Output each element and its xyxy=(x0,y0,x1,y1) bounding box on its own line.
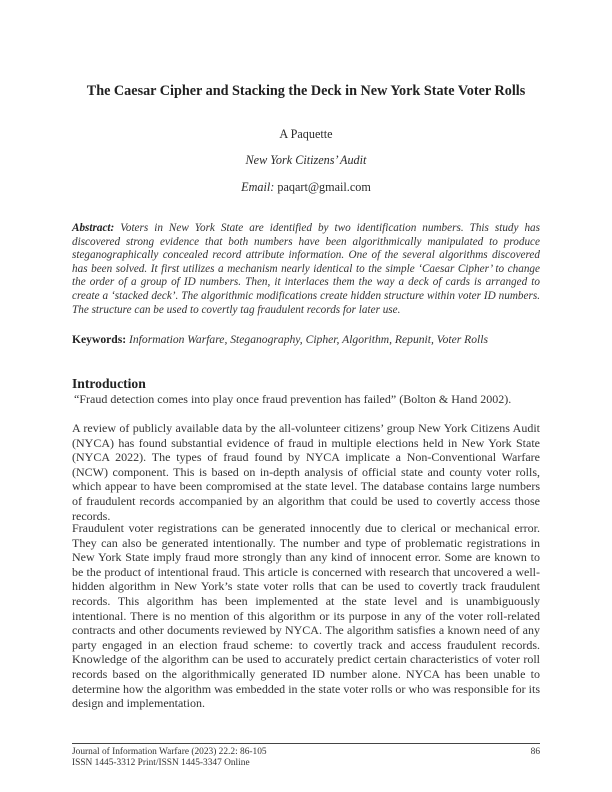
keywords-text: Information Warfare, Steganography, Cipher, Algorithm, Repunit, Voter Rolls xyxy=(129,333,488,346)
epigraph-quote: “Fraud detection comes into play once fraud prevention has failed” (Bolton & Hand 2002). xyxy=(74,392,512,406)
email-address[interactable]: paqart@gmail.com xyxy=(277,180,371,194)
author-email-line xyxy=(0,180,612,195)
abstract-label: Abstract: xyxy=(72,222,115,234)
footer-citation xyxy=(72,747,267,770)
keywords-label: Keywords: xyxy=(72,333,127,346)
issn-line: ISSN 1445-3312 Print/ISSN 1445-3347 Online xyxy=(72,758,250,769)
email-label: Email: xyxy=(241,180,275,194)
abstract xyxy=(72,222,540,317)
journal-citation: Journal of Information Warfare (2023) 22.2: 86-105 xyxy=(72,747,267,757)
paper-title: The Caesar Cipher and Stacking the Deck in New York State Voter Rolls xyxy=(86,83,526,99)
section-heading-introduction: Introduction xyxy=(72,376,146,391)
footer-divider xyxy=(72,743,540,744)
body-paragraph: Fraudulent voter registrations can be generated innocently due to clerical or mechanical error. They can also be generated intentionally. The number and type of problematic registrations in New York State imply fraud more strongly than any kind of innocent error. Some are known to be the product of intentional fraud. This article is concerned with research that uncovered a well-hidden algorithm in New York’s state voter rolls that can be used to covertly track fraudulent records. This algorithm has been implemented at the state level and is unambiguously intentional. There is no mention of this algorithm or its purpose in any of the voter roll-related contracts and other documents reviewed by NYCA. The algorithm satisfies a known need of any party engaged in an election fraud scheme: to covertly track and access fraudulent records. Knowledge of the algorithm can be used to accurately predict certain characteristics of voter roll records based on the algorithmically generated ID number alone. NYCA has been unable to determine how the algorithm was embedded in the state voter rolls or who was responsible for its design and implementation. xyxy=(72,521,540,711)
author-affiliation: New York Citizens’ Audit xyxy=(245,153,367,167)
body-paragraph: A review of publicly available data by the all-volunteer citizens’ group New York Citizens Audit (NYCA) has found substantial evidence of fraud in multiple elections held in New York State (NYCA 2022). The types of fraud found by NYCA implicate a Non-Conventional Warfare (NCW) component. This is based on in-depth analysis of official state and county voter rolls, which appear to have been compromised at the state level. The database contains large numbers of fraudulent records accompanied by an algorithm that could be used to covertly access those records. xyxy=(72,421,540,523)
abstract-text: Voters in New York State are identified by two identification numbers. This study has discovered strong evidence that both numbers have been algorithmically manipulated to produce steganographically concealed record attribute information. One of the several algorithms discovered has been solved. It first utilizes a mechanism nearly identical to the simple ‘Caesar Cipher’ to change the order of a group of ID numbers. Then, it interlaces them the way a deck of cards is arranged to create a ‘stacked deck’. The algorithmic modifications create hidden structure within voter ID numbers. The structure can be used to covertly tag fraudulent records for later use. xyxy=(72,222,541,316)
author-name: A Paquette xyxy=(279,127,333,141)
page-number: 86 xyxy=(530,747,540,757)
keywords xyxy=(72,333,540,346)
